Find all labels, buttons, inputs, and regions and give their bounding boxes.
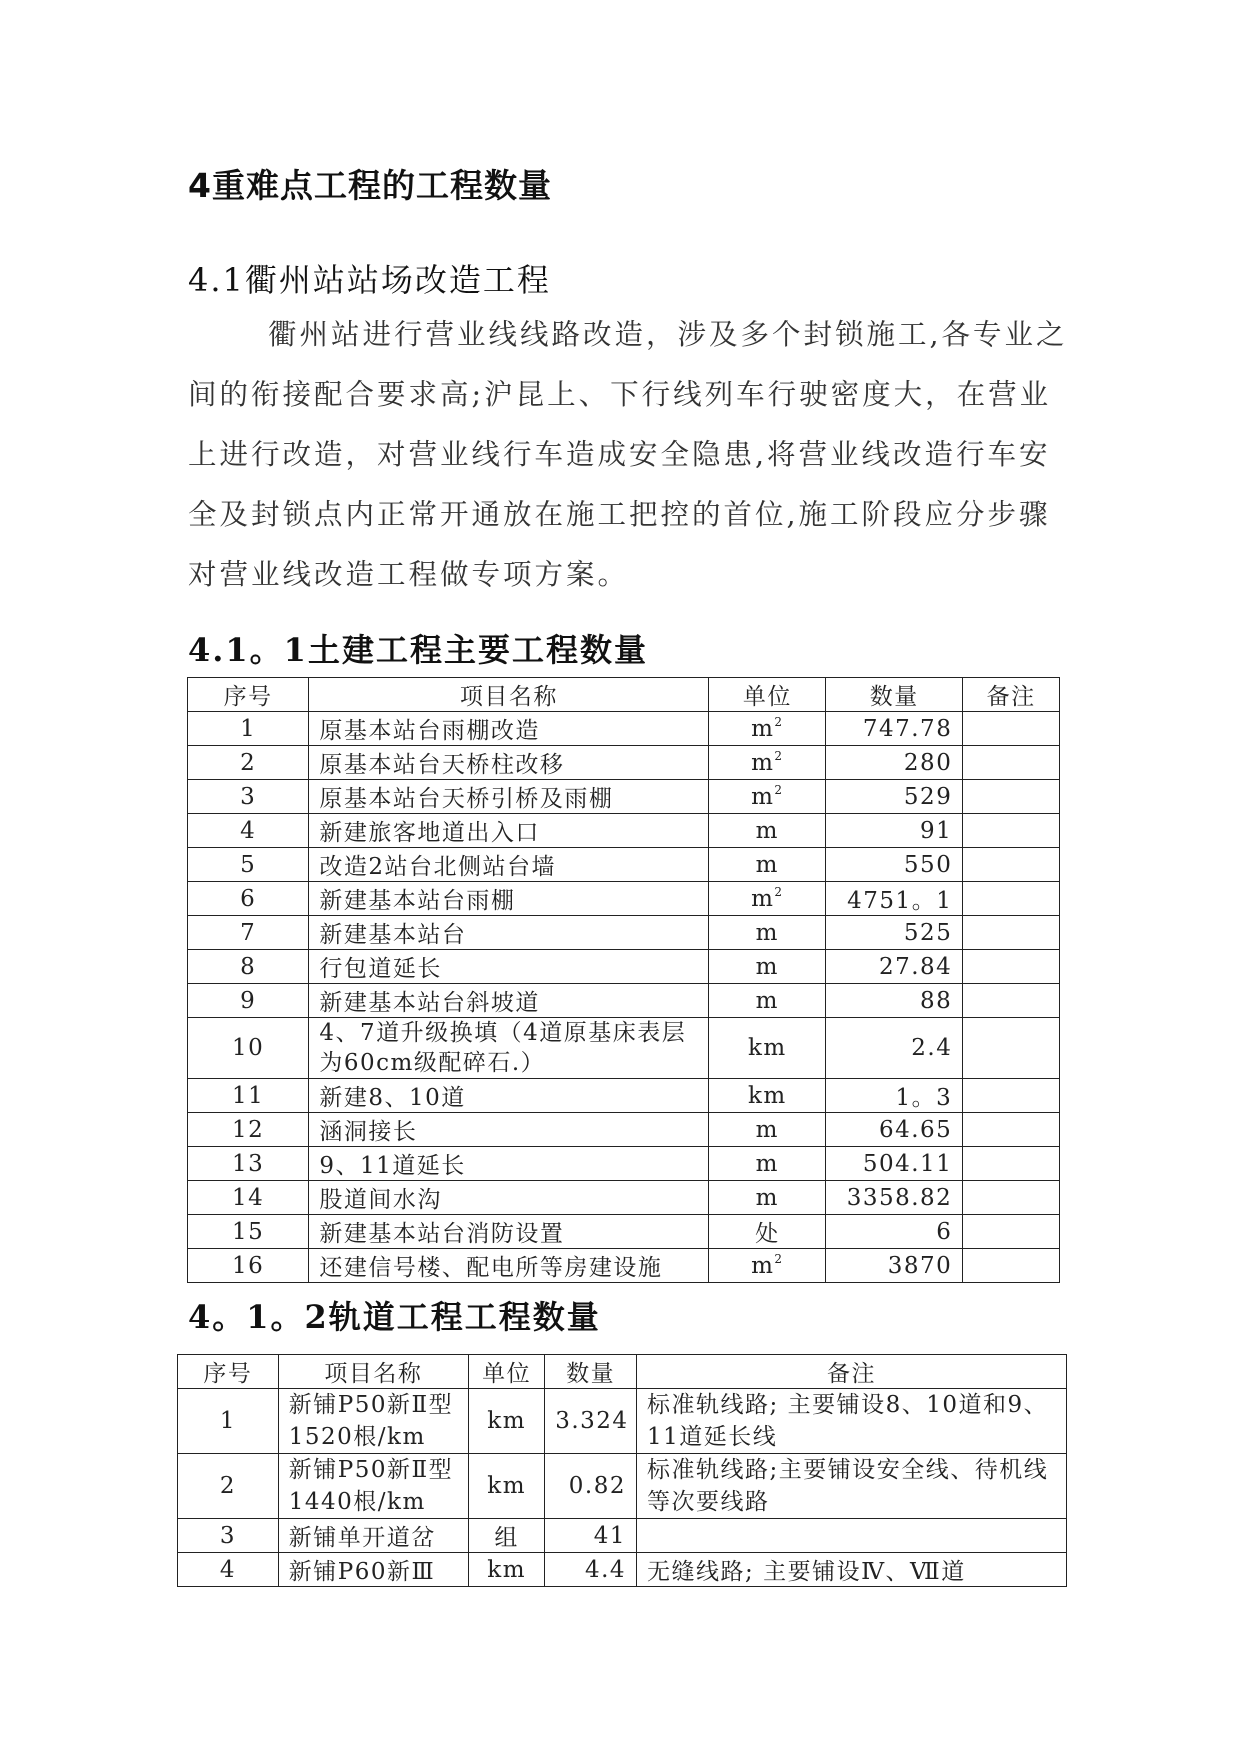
cell-note — [637, 1519, 1067, 1553]
header-note: 备注 — [963, 678, 1060, 712]
table-row — [188, 950, 1060, 984]
cell-unit: 组 — [469, 1519, 545, 1553]
table-row — [188, 1249, 1060, 1283]
cell-qty: 41 — [545, 1519, 637, 1553]
cell-note — [963, 916, 1060, 950]
cell-no: 8 — [188, 950, 309, 984]
unit-text: m — [755, 817, 779, 844]
cell-qty: 27.84 — [826, 950, 963, 984]
cell-qty: 6 — [826, 1215, 963, 1249]
unit-text: m — [751, 750, 775, 776]
table-row — [188, 814, 1060, 848]
cell-no: 6 — [188, 882, 309, 916]
cell-name: 涵洞接长 — [309, 1113, 709, 1147]
cell-name: 新建基本站台 — [309, 916, 709, 950]
cell-note — [963, 1249, 1060, 1283]
cell-unit — [709, 1181, 826, 1215]
cell-note — [963, 814, 1060, 848]
cell-unit — [709, 1079, 826, 1113]
header-no: 序号 — [178, 1355, 279, 1389]
cell-unit — [709, 814, 826, 848]
section-heading: 4.1衢州站站场改造工程 — [188, 261, 551, 299]
cell-qty: 88 — [826, 984, 963, 1018]
unit-text: m — [751, 716, 775, 742]
cell-name: 9、11道延长 — [309, 1147, 709, 1181]
cell-unit: km — [469, 1454, 545, 1519]
cell-no: 5 — [188, 848, 309, 882]
cell-note — [963, 712, 1060, 746]
chapter-heading: 4重难点工程的工程数量 — [188, 166, 552, 205]
cell-unit — [709, 780, 826, 814]
cell-no: 10 — [188, 1018, 309, 1079]
cell-name: 新铺P50新Ⅱ型1440根/km — [278, 1454, 468, 1519]
cell-qty: 4751。1 — [826, 882, 963, 916]
cell-qty: 1。3 — [826, 1079, 963, 1113]
unit-text: m — [755, 1116, 779, 1143]
cell-qty: 525 — [826, 916, 963, 950]
civil-works-table — [187, 677, 1060, 1283]
cell-name: 还建信号楼、配电所等房建设施 — [309, 1249, 709, 1283]
table-row — [188, 882, 1060, 916]
unit-text: m — [751, 886, 775, 912]
cell-no: 11 — [188, 1079, 309, 1113]
table-row — [188, 780, 1060, 814]
cell-no: 4 — [178, 1553, 279, 1587]
cell-note — [963, 882, 1060, 916]
cell-qty: 550 — [826, 848, 963, 882]
table-row — [178, 1553, 1067, 1587]
cell-qty: 3358.82 — [826, 1181, 963, 1215]
table-header-row — [188, 678, 1060, 712]
table-row — [188, 1018, 1060, 1079]
cell-qty: 529 — [826, 780, 963, 814]
unit-superscript: 2 — [774, 885, 784, 899]
cell-unit — [709, 1113, 826, 1147]
unit-superscript: 2 — [774, 715, 784, 729]
cell-note — [963, 950, 1060, 984]
header-unit: 单位 — [709, 678, 826, 712]
cell-no: 7 — [188, 916, 309, 950]
cell-unit — [709, 950, 826, 984]
table-row — [188, 916, 1060, 950]
unit-text: km — [747, 1035, 787, 1061]
cell-note: 无缝线路; 主要铺设Ⅳ、Ⅶ道 — [637, 1553, 1067, 1587]
unit-text: m — [755, 919, 779, 946]
table-row — [188, 746, 1060, 780]
cell-name: 4、7道升级换填（4道原基床表层为60cm级配碎石.） — [309, 1018, 709, 1079]
body-paragraph: 衢州站进行营业线线路改造，涉及多个封锁施工,各专业之间的衔接配合要求高;沪昆上、下行线列车行驶密度大，在营业上进行改造，对营业线行车造成安全隐患,将营业线改造行车安全及封锁点内正常开通放在施工把控的首位,施工阶段应分步骤对营业线改造工程做专项方案。 — [188, 318, 1068, 591]
table-row — [188, 1113, 1060, 1147]
cell-no: 16 — [188, 1249, 309, 1283]
cell-name: 新建旅客地道出入口 — [309, 814, 709, 848]
cell-name: 改造2站台北侧站台墙 — [309, 848, 709, 882]
cell-note — [963, 1018, 1060, 1079]
cell-qty: 280 — [826, 746, 963, 780]
header-no: 序号 — [188, 678, 309, 712]
cell-name: 新铺P60新Ⅲ — [278, 1553, 468, 1587]
cell-no: 13 — [188, 1147, 309, 1181]
cell-no: 14 — [188, 1181, 309, 1215]
unit-text: m — [751, 1253, 775, 1279]
table-row — [188, 848, 1060, 882]
cell-no: 12 — [188, 1113, 309, 1147]
cell-no: 2 — [178, 1454, 279, 1519]
cell-no: 1 — [188, 712, 309, 746]
cell-name: 新建基本站台斜坡道 — [309, 984, 709, 1018]
unit-text: m — [751, 784, 775, 810]
unit-text: m — [755, 1150, 779, 1177]
cell-no: 15 — [188, 1215, 309, 1249]
unit-superscript: 2 — [774, 1252, 784, 1266]
cell-name: 行包道延长 — [309, 950, 709, 984]
table-row — [188, 1079, 1060, 1113]
subsection-heading-civil: 4.1。1土建工程主要工程数量 — [188, 631, 648, 669]
table-row — [188, 712, 1060, 746]
header-qty: 数量 — [826, 678, 963, 712]
cell-name: 新铺P50新Ⅱ型1520根/km — [278, 1389, 468, 1454]
cell-unit — [709, 984, 826, 1018]
unit-text: m — [755, 851, 779, 878]
cell-unit — [709, 848, 826, 882]
cell-qty: 3870 — [826, 1249, 963, 1283]
unit-text: km — [747, 1082, 787, 1109]
cell-name: 股道间水沟 — [309, 1181, 709, 1215]
table-row — [188, 1215, 1060, 1249]
cell-qty: 747.78 — [826, 712, 963, 746]
cell-qty: 504.11 — [826, 1147, 963, 1181]
table-row — [188, 1147, 1060, 1181]
cell-name: 原基本站台天桥柱改移 — [309, 746, 709, 780]
cell-unit — [709, 746, 826, 780]
cell-no: 3 — [178, 1519, 279, 1553]
table-row — [178, 1389, 1067, 1454]
cell-note — [963, 1079, 1060, 1113]
cell-note — [963, 1147, 1060, 1181]
header-unit: 单位 — [469, 1355, 545, 1389]
cell-qty: 3.324 — [545, 1389, 637, 1454]
cell-unit — [709, 1147, 826, 1181]
header-note: 备注 — [637, 1355, 1067, 1389]
cell-name: 新铺单开道岔 — [278, 1519, 468, 1553]
unit-text: m — [755, 987, 779, 1014]
cell-note: 标准轨线路; 主要铺设8、10道和9、11道延长线 — [637, 1389, 1067, 1454]
header-name: 项目名称 — [278, 1355, 468, 1389]
unit-text: 处 — [755, 1221, 780, 1247]
cell-note — [963, 780, 1060, 814]
cell-no: 3 — [188, 780, 309, 814]
unit-superscript: 2 — [774, 783, 784, 797]
cell-qty: 64.65 — [826, 1113, 963, 1147]
table-row — [188, 984, 1060, 1018]
cell-note — [963, 1113, 1060, 1147]
cell-qty: 2.4 — [826, 1018, 963, 1079]
cell-no: 1 — [178, 1389, 279, 1454]
unit-text: m — [755, 953, 779, 980]
cell-unit: km — [469, 1389, 545, 1454]
unit-superscript: 2 — [774, 749, 784, 763]
cell-name: 新建基本站台雨棚 — [309, 882, 709, 916]
table-row — [188, 1181, 1060, 1215]
cell-note — [963, 984, 1060, 1018]
cell-name: 原基本站台雨棚改造 — [309, 712, 709, 746]
cell-name: 原基本站台天桥引桥及雨棚 — [309, 780, 709, 814]
cell-unit — [709, 1018, 826, 1079]
cell-qty: 0.82 — [545, 1454, 637, 1519]
table-header-row — [178, 1355, 1067, 1389]
header-name: 项目名称 — [309, 678, 709, 712]
track-works-table — [177, 1354, 1067, 1587]
subsection-heading-track: 4。1。2轨道工程工程数量 — [188, 1298, 601, 1336]
table-row — [178, 1519, 1067, 1553]
cell-qty: 91 — [826, 814, 963, 848]
unit-text: m — [755, 1184, 779, 1211]
cell-no: 9 — [188, 984, 309, 1018]
cell-qty: 4.4 — [545, 1553, 637, 1587]
cell-note — [963, 1215, 1060, 1249]
cell-unit: km — [469, 1553, 545, 1587]
cell-no: 2 — [188, 746, 309, 780]
header-qty: 数量 — [545, 1355, 637, 1389]
cell-note — [963, 848, 1060, 882]
cell-note — [963, 746, 1060, 780]
cell-unit — [709, 916, 826, 950]
cell-name: 新建8、10道 — [309, 1079, 709, 1113]
table-row — [178, 1454, 1067, 1519]
cell-unit — [709, 1215, 826, 1249]
cell-no: 4 — [188, 814, 309, 848]
cell-name: 新建基本站台消防设置 — [309, 1215, 709, 1249]
cell-unit — [709, 712, 826, 746]
cell-note — [963, 1181, 1060, 1215]
cell-unit — [709, 882, 826, 916]
cell-unit — [709, 1249, 826, 1283]
cell-note: 标准轨线路;主要铺设安全线、待机线等次要线路 — [637, 1454, 1067, 1519]
